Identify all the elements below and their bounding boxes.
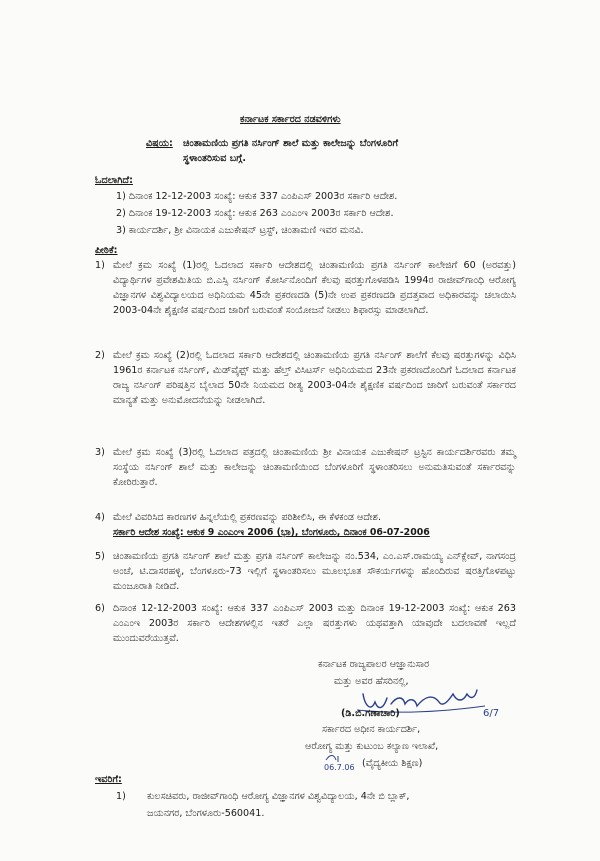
reference-item-3: 3) ಕಾರ್ಯದರ್ಶಿ, ಶ್ರೀ ವಿನಾಯಕ ಎಜುಕೇಷನ್ ಟ್ರಸ್ಟ್, ಚಿಂತಾಮಣಿ ಇವರ ಮನವಿ. — [116, 225, 364, 236]
recipients-label: ಇವರಿಗೆ: — [95, 774, 122, 785]
designation-line-1: ಸರ್ಕಾರದ ಅಧೀನ ಕಾರ್ಯದರ್ಶಿ, — [322, 724, 421, 735]
recipient-line-1: ಕುಲಸಚಿವರು, ರಾಜೀವ್‌ಗಾಂಧಿ ಆರೋಗ್ಯ ವಿಜ್ಞಾನಗಳ ವಿಶ್ವವಿದ್ಯಾಲಯ, 4ನೇ ಬಿ ಬ್ಲಾಕ್, — [147, 791, 410, 802]
initials-stamp — [322, 752, 362, 772]
signatory-name: (ಡಿ.ಬಿ.ಗಣಾಚಾರಿ) — [341, 708, 400, 719]
document-title: ಕರ್ನಾಟಕ ಸರ್ಕಾರದ ನಡವಳಿಗಳು — [240, 114, 341, 125]
stamp-date: 06.7.06 — [324, 763, 355, 772]
recipient-number-1: 1) — [116, 791, 126, 802]
preamble-label: ಪೀಠಿಕೆ: — [95, 245, 118, 256]
order-paragraph-5: ಚಿಂತಾಮಣಿಯ ಪ್ರಗತಿ ನರ್ಸಿಂಗ್ ಶಾಲೆ ಮತ್ತು ಪ್ರಗತಿ ನರ್ಸಿಂಗ್ ಕಾಲೇಜನ್ನು ನಂ.534, ಎಂ.ಎಸ್.ರಾಮಯ್ಯ ಎನ್‌ಕ್ಲೇವ್, ನಾಗಸಂದ್ರ ಅಂಚೆ, ಟಿ.ದಾಸರಹಳ್ಳಿ, ಬೆಂಗಳೂರು-73 ಇಲ್ಲಿಗೆ ಸ್ಥಳಾಂತರಿಸಲು ಮೂಲಭೂತ ಸೌಕರ್ಯಗಳನ್ನು ಹೊಂದಿರುವ ಷರತ್ತಿಗೊಳಪಟ್ಟು ಮಂಜೂರಾತಿ ನೀಡಿದೆ. — [113, 551, 516, 592]
order-number-5: 5) — [95, 551, 105, 562]
order-heading: ಸರ್ಕಾರಿ ಆದೇಶ ಸಂಖ್ಯೆ: ಆಕುಕ 9 ಎಂಎಂಇ 2006 (ಭಾ), ಬೆಂಗಳೂರು, ದಿನಾಂಕ 06-07-2006 — [113, 527, 430, 538]
paragraph-4: ಮೇಲೆ ವಿವರಿಸಿದ ಕಾರಣಗಳ ಹಿನ್ನಲೆಯಲ್ಲಿ ಪ್ರಕರಣವನ್ನು ಪರಿಶೀಲಿಸಿ, ಈ ಕೆಳಕಂಡ ಆದೇಶ. — [113, 512, 381, 523]
order-paragraph-6: ದಿನಾಂಕ 12-12-2003 ಸಂಖ್ಯೆ: ಆಕುಕ 337 ಎಂಪಿಎಸ್ 2003 ಮತ್ತು ದಿನಾಂಕ 19-12-2003 ಸಂಖ್ಯೆ: ಆಕುಕ 263 ಎಂಎಂಇ 2003ರ ಸರ್ಕಾರಿ ಆದೇಶಗಳಲ್ಲಿನ ಇತರೆ ಎಲ್ಲಾ ಷರತ್ತುಗಳು ಯಥವತ್ತಾಗಿ ಯಾವುದೇ ಬದಲಾವಣೆ ಇಲ್ಲದೆ ಮುಂದುವರೆಯುತ್ತವೆ. — [113, 603, 516, 644]
designation-line-3: (ವೈದ್ಯಕೀಯ ಶಿಕ್ಷಣ) — [362, 758, 423, 769]
paragraph-1: ಮೇಲೆ ಕ್ರಮ ಸಂಖ್ಯೆ (1)ರಲ್ಲಿ ಓದಲಾದ ಸರ್ಕಾರಿ ಆದೇಶದಲ್ಲಿ ಚಿಂತಾಮಣಿಯ ಪ್ರಗತಿ ನರ್ಸಿಂಗ್ ಕಾಲೇಜಿಗೆ 60 (ಅರವತ್ತು) ವಿದ್ಯಾರ್ಥಿಗಳ ಪ್ರವೇಶಮಿತಿಯ ಬಿ.ಎಸ್ಸಿ ನರ್ಸಿಂಗ್ ಕೋರ್ಸಿನೊಂದಿಗೆ ಕೆಲವು ಷರತ್ತುಗೊಳಪಡಿಸಿ 1994ರ ರಾಜೀವ್‌ಗಾಂಧಿ ಆರೋಗ್ಯ ವಿಜ್ಞಾನಗಳ ವಿಶ್ವವಿದ್ಯಾಲಯದ ಅಧಿನಿಯಮ 45ನೇ ಪ್ರಕರಣದಡಿ (5)ನೇ ಉಪ ಪ್ರಕರಣದಡಿ ಪ್ರದತ್ತವಾದ ಅಧಿಕಾರವನ್ನು ಚಲಾಯಿಸಿ 2003-04ನೇ ಶೈಕ್ಷಣಿಕ ವರ್ಷದಿಂದ ಜಾರಿಗೆ ಬರುವಂತೆ ಸಂಯೋಜನೆ ನೀಡಲು ಶಿಫಾರಸ್ಸು ಮಾಡಲಾಗಿದೆ. — [113, 260, 516, 316]
order-number-6: 6) — [95, 603, 105, 614]
subject-line-2: ಸ್ಥಳಾಂತರಿಸುವ ಬಗ್ಗೆ. — [183, 153, 246, 164]
paragraph-2: ಮೇಲೆ ಕ್ರಮ ಸಂಖ್ಯೆ (2)ರಲ್ಲಿ ಓದಲಾದ ಸರ್ಕಾರಿ ಆದೇಶದಲ್ಲಿ ಚಿಂತಾಮಣಿಯ ಪ್ರಗತಿ ನರ್ಸಿಂಗ್ ಶಾಲೆಗೆ ಕೆಲವು ಷರತ್ತುಗಳನ್ನು ವಿಧಿಸಿ 1961ರ ಕರ್ನಾಟಕ ನರ್ಸಿಂಗ್, ಮಿಡ್‌ವೈಫ್ಸ್ ಮತ್ತು ಹೆಲ್ತ್ ವಿಸಿಟರ್ಸ್ ಅಧಿನಿಯಮದ 23ನೇ ಪ್ರಕರಣದೊಂದಿಗೆ ಓದಲಾದ ಕರ್ನಾಟಕ ರಾಜ್ಯ ನರ್ಸಿಂಗ್ ಪರಿಷತ್ತಿನ ಬೈಲಾದ 50ನೇ ನಿಯಮದ ರೀತ್ಯ 2003-04ನೇ ಶೈಕ್ಷಣಿಕ ವರ್ಷದಿಂದ ಜಾರಿಗೆ ಬರುವಂತೆ ಸರ್ಕಾರದ ಮಾನ್ಯತೆ ಮತ್ತು ಅನುಮೋದನೆಯನ್ನು ನೀಡಲಾಗಿದೆ. — [113, 350, 516, 406]
paragraph-number-4: 4) — [95, 512, 105, 523]
reference-item-1: 1) ದಿನಾಂಕ 12-12-2003 ಸಂಖ್ಯೆ: ಆಕುಕ 337 ಎಂಪಿಎಸ್ 2003ರ ಸರ್ಕಾರಿ ಆದೇಶ. — [116, 191, 398, 202]
paragraph-number-2: 2) — [95, 350, 105, 361]
reference-item-2: 2) ದಿನಾಂಕ 19-12-2003 ಸಂಖ್ಯೆ: ಆಕುಕ 263 ಎಂಎಂಇ 2003ರ ಸರ್ಕಾರಿ ಆದೇಶ. — [116, 208, 394, 219]
paragraph-3: ಮೇಲೆ ಕ್ರಮ ಸಂಖ್ಯೆ (3)ರಲ್ಲಿ ಓದಲಾದ ಪತ್ರದಲ್ಲಿ ಚಿಂತಾಮಣಿಯ ಶ್ರೀ ವಿನಾಯಕ ಎಜುಕೇಷನ್ ಟ್ರಸ್ಟಿನ ಕಾರ್ಯದರ್ಶಿರವರು ತಮ್ಮ ಸಂಸ್ಥೆಯ ನರ್ಸಿಂಗ್ ಶಾಲೆ ಮತ್ತು ಕಾಲೇಜನ್ನು ಚಿಂತಾಮಣಿಯಿಂದ ಬೆಂಗಳೂರಿಗೆ ಸ್ಥಳಾಂತರಿಸಲು ಅನುಮತಿಸುವಂತೆ ಸರ್ಕಾರವನ್ನು ಕೋರಿರುತ್ತಾರೆ. — [113, 447, 516, 488]
paragraph-number-1: 1) — [95, 260, 105, 271]
subject-label: ವಿಷಯ: — [146, 138, 173, 149]
paragraph-number-3: 3) — [95, 447, 105, 458]
designation-line-2: ಆರೋಗ್ಯ ಮತ್ತು ಕುಟುಂಬ ಕಲ್ಯಾಣ ಇಲಾಖೆ, — [305, 741, 439, 752]
subject-line-1: ಚಿಂತಾಮಣಿಯ ಪ್ರಗತಿ ನರ್ಸಿಂಗ್ ಶಾಲೆ ಮತ್ತು ಕಾಲೇಜನ್ನು ಬೆಂಗಳೂರಿಗೆ — [183, 138, 399, 149]
recipient-line-2: ಜಯನಗರ, ಬೆಂಗಳೂರು-560041. — [147, 808, 265, 819]
signature-mark: 6/7 — [483, 708, 500, 719]
authority-line-2: ಮತ್ತು ಅವರ ಹೆಸರಿನಲ್ಲಿ, — [334, 676, 409, 687]
references-label: ಓದಲಾಗಿದೆ: — [95, 175, 133, 186]
authority-line-1: ಕರ್ನಾಟಕ ರಾಜ್ಯಪಾಲರ ಆಜ್ಞಾನುಸಾರ — [318, 659, 430, 670]
